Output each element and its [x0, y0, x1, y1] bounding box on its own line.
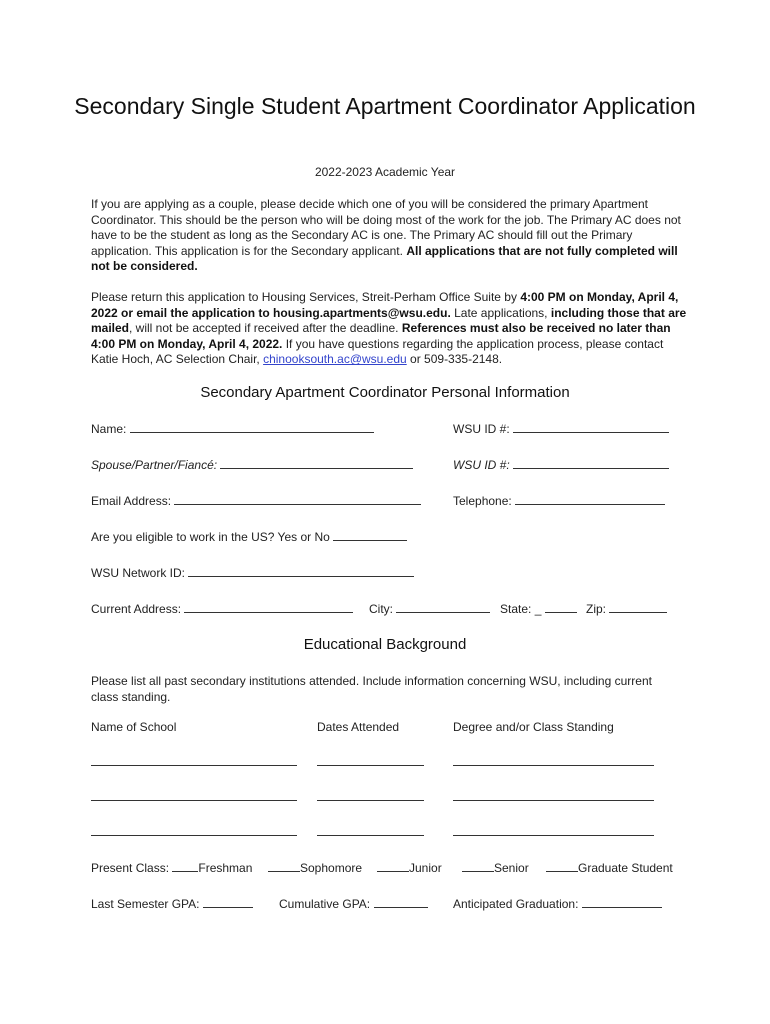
col-degree-header: Degree and/or Class Standing — [453, 720, 614, 734]
senior-blank[interactable] — [462, 860, 494, 872]
graduate-blank[interactable] — [546, 860, 578, 872]
junior-blank[interactable] — [377, 860, 409, 872]
name-field[interactable] — [130, 421, 374, 433]
wsu-id-label: WSU ID #: — [453, 422, 510, 436]
col-dates-header: Dates Attended — [317, 720, 400, 734]
anticipated-grad-row — [453, 896, 662, 911]
telephone-field[interactable] — [515, 493, 665, 505]
network-id-field[interactable] — [188, 565, 414, 577]
intro-text: If you are applying as a couple, please decide which one of you will be considered the primary Apartment Coordinator. This should be the person who will be doing most of the work for the job. The Primary AC does not have to be the student as long as the Secondary AC is one. The Primary AC should fill out the Primary application. This application is for the Secondary applicant. — [91, 197, 681, 258]
col-school-header: Name of School — [91, 720, 177, 734]
eligible-label: Are you eligible to work in the US? Yes or No — [91, 530, 330, 544]
sophomore-option — [268, 860, 362, 875]
junior-label: Junior — [409, 861, 442, 875]
degree-field-3[interactable] — [453, 835, 654, 836]
present-class-row — [91, 860, 252, 875]
senior-label: Senior — [494, 861, 529, 875]
anticipated-grad-label: Anticipated Graduation: — [453, 897, 579, 911]
email-label: Email Address: — [91, 494, 172, 508]
name-row — [91, 421, 374, 436]
deadline-text: , will not be accepted if received after the deadline. — [129, 321, 402, 336]
anticipated-grad-field[interactable] — [582, 896, 662, 908]
telephone-row — [453, 493, 665, 508]
spouse-field[interactable] — [220, 457, 413, 469]
mailed-bold: including those that are mailed — [91, 305, 687, 336]
education-instructions: Please list all past secondary institutions attended. Include information concerning WSU, including current class standing. — [91, 674, 652, 704]
address-label: Current Address: — [91, 602, 182, 616]
last-gpa-label: Last Semester GPA: — [91, 897, 200, 911]
wsu-id-row — [453, 421, 669, 436]
name-label: Name: — [91, 422, 127, 436]
network-id-label: WSU Network ID: — [91, 566, 186, 580]
references-bold: References must also be received no later than 4:00 PM on Monday, April 4, 2022. — [91, 321, 671, 351]
school-field-3[interactable] — [91, 835, 297, 836]
intro-paragraph-1 — [91, 197, 691, 275]
degree-field-1[interactable] — [453, 765, 654, 766]
intro-paragraph-2 — [91, 290, 691, 368]
junior-option — [377, 860, 442, 875]
eligible-row — [91, 529, 407, 544]
spouse-row — [91, 457, 413, 472]
address-row — [91, 601, 353, 616]
freshman-label: Freshman — [198, 861, 253, 875]
dates-field-1[interactable] — [317, 765, 424, 766]
graduate-label: Graduate Student — [578, 861, 673, 875]
network-id-row — [91, 565, 414, 580]
zip-field[interactable] — [609, 601, 667, 613]
dates-field-3[interactable] — [317, 835, 424, 836]
city-row — [369, 601, 490, 616]
cumulative-gpa-label: Cumulative GPA: — [279, 897, 371, 911]
zip-label: Zip: — [586, 602, 607, 616]
last-gpa-field[interactable] — [203, 896, 253, 908]
contact-text: If you have questions regarding the application process, please contact Katie Hoch, AC Selection Chair, — [91, 336, 664, 367]
contact-phone-text: or 509-335-2148. — [406, 352, 503, 367]
senior-option — [462, 860, 529, 875]
cumulative-gpa-field[interactable] — [374, 896, 428, 908]
sophomore-blank[interactable] — [268, 860, 300, 872]
graduate-option — [546, 860, 673, 875]
cumulative-gpa-row — [279, 896, 428, 911]
city-field[interactable] — [396, 601, 490, 613]
academic-year: 2022-2023 Academic Year — [314, 165, 456, 179]
degree-field-2[interactable] — [453, 800, 654, 801]
freshman-blank[interactable] — [172, 860, 198, 872]
return-text: Please return this application to Housing Services, Streit-Perham Office Suite by — [91, 290, 521, 304]
intro-bold-notice: All applications that are not fully completed will not be considered. — [91, 243, 678, 274]
school-field-2[interactable] — [91, 800, 297, 801]
education-heading: Educational Background — [303, 636, 467, 653]
sophomore-label: Sophomore — [300, 861, 363, 875]
school-field-1[interactable] — [91, 765, 297, 766]
deadline-bold: 4:00 PM on Monday, April 4, 2022 or email the application to housing.apartments@wsu.edu. — [91, 290, 679, 320]
present-class-label: Present Class: — [91, 861, 170, 875]
wsu-id-field[interactable] — [513, 421, 669, 433]
spouse-label: Spouse/Partner/Fiancé: — [91, 458, 218, 472]
email-field[interactable] — [174, 493, 421, 505]
late-text: Late applications, — [450, 305, 551, 320]
telephone-label: Telephone: — [453, 494, 512, 508]
email-row — [91, 493, 421, 508]
personal-info-heading: Secondary Apartment Coordinator Personal Information — [200, 384, 570, 401]
eligible-field[interactable] — [333, 529, 407, 541]
city-label: City: — [369, 602, 393, 616]
state-field[interactable] — [545, 601, 577, 613]
contact-email-link[interactable]: chinooksouth.ac@wsu.edu — [263, 352, 407, 367]
state-label: State: _ — [500, 602, 542, 616]
zip-row — [586, 601, 667, 616]
spouse-wsu-id-field[interactable] — [513, 457, 669, 469]
page-title: Secondary Single Student Apartment Coordinator Application — [74, 93, 696, 119]
last-gpa-row — [91, 896, 253, 911]
spouse-wsu-id-row — [453, 457, 669, 472]
state-row — [500, 601, 577, 616]
dates-field-2[interactable] — [317, 800, 424, 801]
spouse-wsu-id-label: WSU ID #: — [453, 458, 510, 472]
address-field[interactable] — [184, 601, 353, 613]
